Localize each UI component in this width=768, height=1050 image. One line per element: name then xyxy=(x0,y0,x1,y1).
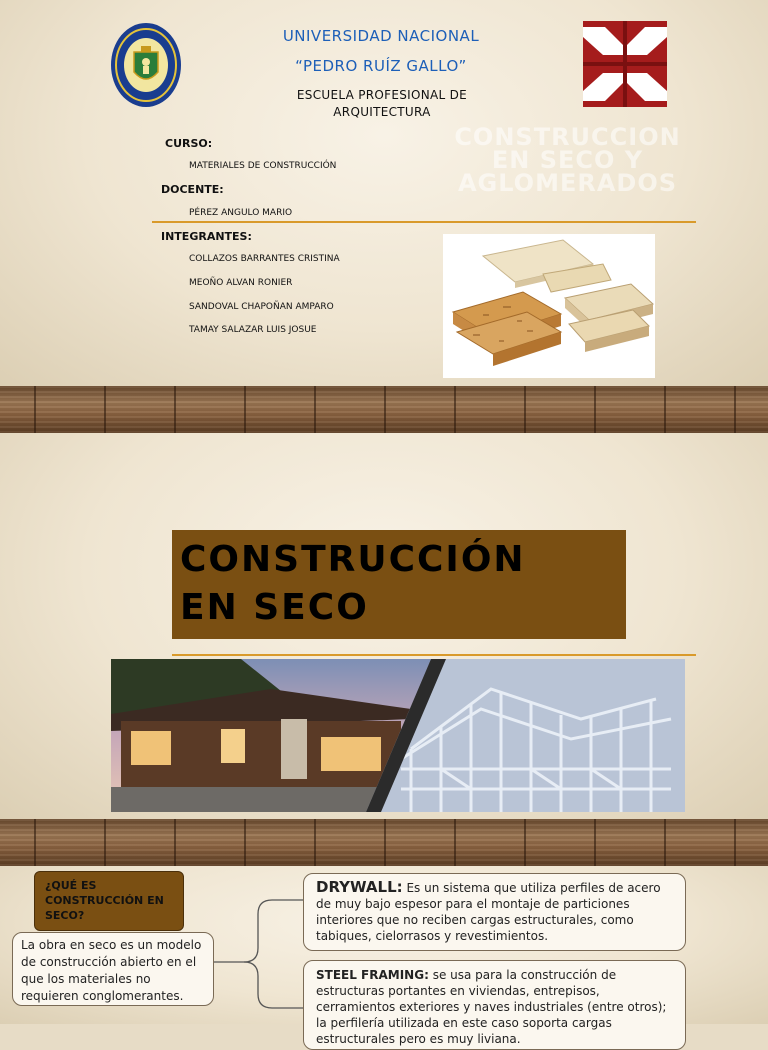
bracket-connector xyxy=(214,876,304,1016)
question-text: ¿QUÉ ES CONSTRUCCIÓN EN SECO? xyxy=(45,879,164,922)
drywall-text: Es un sistema que utiliza perfiles de acero de muy bajo espesor para el montaje de particiones interiores que no reciben cargas estructurales, como tabiques, cielorrasos y revestimientos. xyxy=(316,881,661,943)
drywall-box xyxy=(303,873,686,951)
member-name: MEOÑO ALVAN RONIER xyxy=(189,278,293,288)
wood-floor-divider xyxy=(0,386,768,433)
definition-text: La obra en seco es un modelo de construcción abierto en el que los materiales no requieren conglomerantes. xyxy=(21,938,202,1003)
member-name: SANDOVAL CHAPOÑAN AMPARO xyxy=(189,302,334,312)
house-and-steel-frame-image xyxy=(111,659,685,812)
section-title-line-1: CONSTRUCCIÓN xyxy=(180,539,526,580)
watermark-line-1: CONSTRUCCION xyxy=(454,123,681,151)
teacher-value: PÉREZ ANGULO MARIO xyxy=(189,208,293,218)
university-name-line1: UNIVERSIDAD NACIONAL xyxy=(282,27,480,45)
title-slide xyxy=(0,0,768,386)
section-slide xyxy=(0,433,768,819)
watermark-line-3: AGLOMERADOS xyxy=(457,169,678,197)
definition-box xyxy=(12,932,214,1006)
orange-divider-line xyxy=(172,654,696,656)
school-name-line2: ARQUITECTURA xyxy=(333,105,431,119)
university-seal-logo xyxy=(110,22,182,108)
faculty-logo xyxy=(583,21,667,107)
section-title-box xyxy=(172,530,626,639)
members-label: INTEGRANTES: xyxy=(161,230,252,243)
watermark-line-2: EN SECO Y xyxy=(491,146,644,174)
member-name: COLLAZOS BARRANTES CRISTINA xyxy=(189,254,340,264)
member-name: TAMAY SALAZAR LUIS JOSUE xyxy=(189,325,317,335)
wood-floor-divider xyxy=(0,819,768,866)
course-label: CURSO: xyxy=(165,137,213,150)
watermark-title xyxy=(435,123,700,197)
steel-framing-title: STEEL FRAMING: xyxy=(316,968,429,982)
teacher-label: DOCENTE: xyxy=(161,183,224,196)
steel-framing-box xyxy=(303,960,686,1050)
university-name-line2: “PEDRO RUÍZ GALLO” xyxy=(295,57,467,75)
orange-divider-line xyxy=(152,221,696,223)
steel-framing-text: se usa para la construcción de estructuras portantes en viviendas, entrepisos, cerramientos exteriores y naves industriales (entre otros); la perfilería utilizada en este caso soporta cargas estructurales pero es muy liviana. xyxy=(316,968,667,1046)
drywall-title: DRYWALL: xyxy=(316,878,403,896)
section-title-line-2: EN SECO xyxy=(180,587,369,628)
definition-slide xyxy=(0,866,768,1046)
question-box xyxy=(34,871,184,931)
school-name-line1: ESCUELA PROFESIONAL DE xyxy=(296,88,468,102)
course-value: MATERIALES DE CONSTRUCCIÓN xyxy=(189,161,337,171)
agglomerate-panels-image xyxy=(443,234,655,378)
